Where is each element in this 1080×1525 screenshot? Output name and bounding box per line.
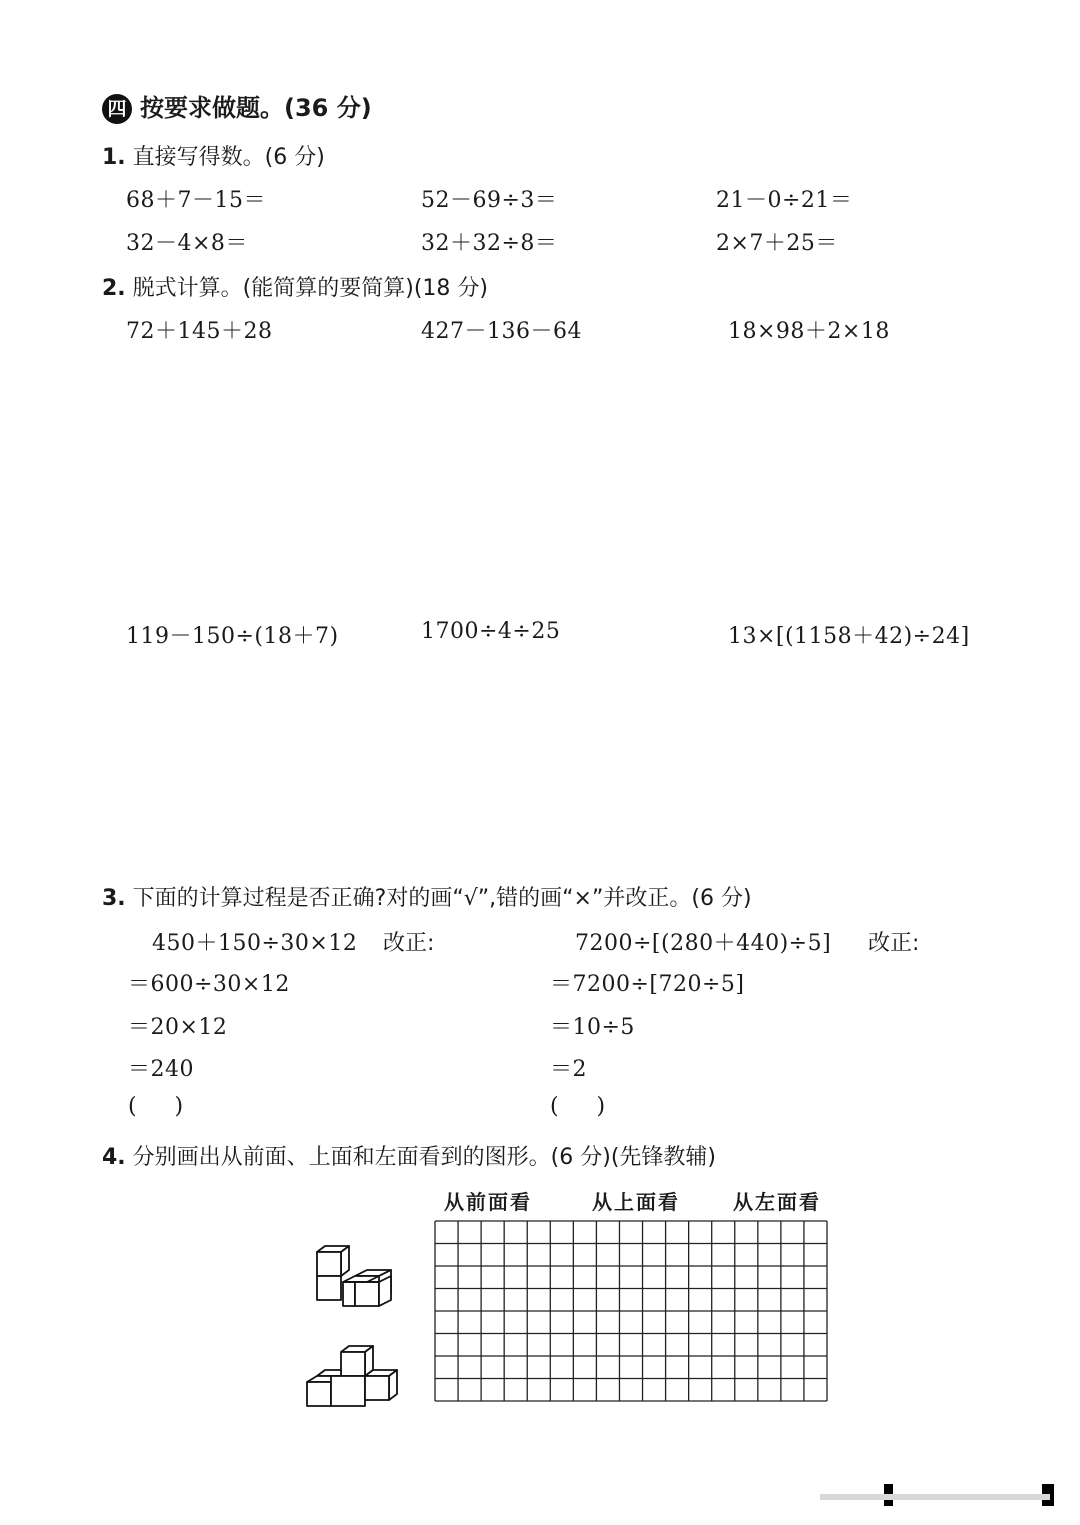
q1-item: 32－4×8＝ — [126, 231, 248, 256]
cube-figure-2 — [300, 1338, 410, 1418]
view-header-front: 从前面看 — [444, 1190, 532, 1214]
q2-title: 2. 脱式计算。(能简算的要简算)(18 分) — [102, 276, 488, 301]
q3-right-step: ＝10÷5 — [550, 1015, 635, 1040]
view-header-top: 从上面看 — [592, 1190, 680, 1214]
q1-item: 52－69÷3＝ — [421, 188, 558, 213]
q3-right-answer-blank[interactable]: ( ) — [550, 1094, 606, 1119]
q3-right-step: ＝2 — [550, 1057, 587, 1082]
q1-item: 32＋32÷8＝ — [421, 231, 558, 256]
q2-item: 18×98＋2×18 — [728, 319, 890, 344]
q3-right-step: ＝7200÷[720÷5] — [550, 972, 745, 997]
q1-title: 1. 直接写得数。(6 分) — [102, 145, 325, 170]
section-header — [102, 88, 372, 124]
q4-title: 4. 分别画出从前面、上面和左面看到的图形。(6 分)(先锋教辅) — [102, 1145, 716, 1170]
q2-item: 1700÷4÷25 — [421, 619, 561, 644]
q3-left-expression: 450＋150÷30×12 — [152, 931, 358, 956]
q1-item: 21－0÷21＝ — [716, 188, 853, 213]
q1-item: 68＋7－15＝ — [126, 188, 266, 213]
section-title: 按要求做题。(36 分) — [140, 94, 372, 122]
q3-left-step: ＝600÷30×12 — [128, 972, 290, 997]
q3-right-expression: 7200÷[(280＋440)÷5] — [575, 931, 832, 956]
q3-left-step: ＝240 — [128, 1057, 194, 1082]
scan-band — [820, 1494, 1050, 1500]
q3-left-fix-label: 改正: — [383, 931, 435, 956]
q3-right-fix-label: 改正: — [868, 931, 920, 956]
q3-left-step: ＝20×12 — [128, 1015, 228, 1040]
drawing-grid[interactable] — [434, 1220, 828, 1402]
q2-item: 72＋145＋28 — [126, 319, 273, 344]
q3-left-answer-blank[interactable]: ( ) — [128, 1094, 184, 1119]
section-number-badge: 四 — [102, 94, 132, 124]
q1-item: 2×7＋25＝ — [716, 231, 838, 256]
view-header-left: 从左面看 — [733, 1190, 821, 1214]
q2-item: 119－150÷(18＋7) — [126, 624, 339, 649]
q3-title: 3. 下面的计算过程是否正确?对的画“√”,错的画“×”并改正。(6 分) — [102, 886, 752, 911]
q2-item: 427－136－64 — [421, 319, 582, 344]
cube-figure-1 — [300, 1238, 410, 1318]
q2-item: 13×[(1158＋42)÷24] — [728, 624, 970, 649]
